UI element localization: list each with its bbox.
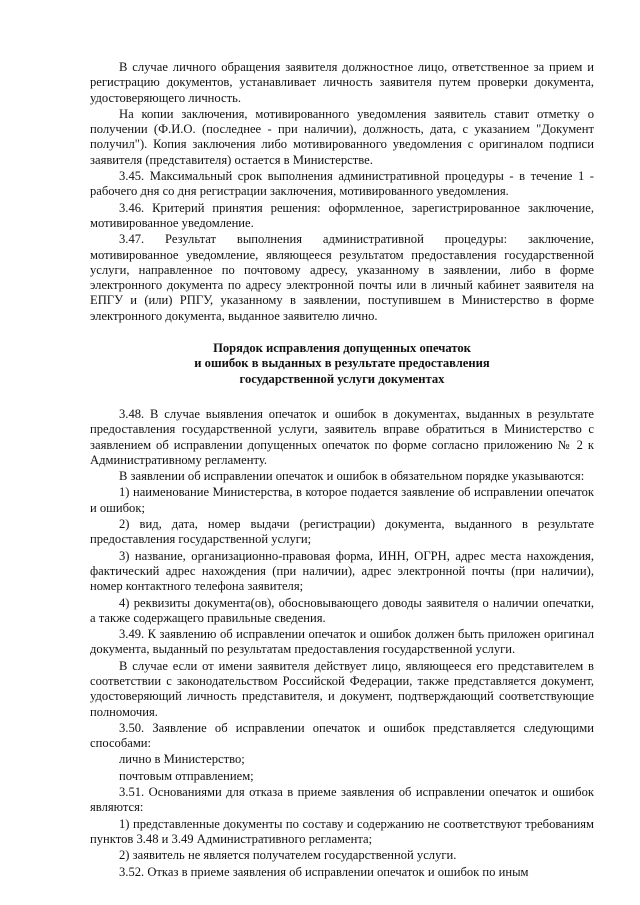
refusal-ground-1: 1) представленные документы по составу и содержанию не соответствуют требованиям пунктов 3.48 и 3.49 Административного регламента; (90, 816, 594, 846)
list-item-4: 4) реквизиты документа(ов), обосновывающего доводы заявителя о наличии опечатки, а также содержащего правильные сведения. (90, 595, 594, 625)
list-item-3: 3) название, организационно-правовая форма, ИНН, ОГРН, адрес места нахождения, фактический адрес нахождения (при наличии), адрес электронной почты (при наличии), номер контактного телефона заявителя; (90, 548, 594, 594)
paragraph-receipt-mark: На копии заключения, мотивированного уведомления заявитель ставит отметку о получении (Ф.И.О. (последнее - при наличии), должность, дата, с указанием "Документ получил"). Копия заключения либо мотивированного уведомления с оригиналом подписи заявителя (представителя) остается в Министерстве. (90, 106, 594, 167)
paragraph-identity-check: В случае личного обращения заявителя должностное лицо, ответственное за прием и регистрацию документов, устанавливает личность заявителя путем проверки документа, удостоверяющего личность. (90, 60, 594, 105)
paragraph-3-51: 3.51. Основаниями для отказа в приеме заявления об исправлении опечаток и ошибок являются: (90, 785, 594, 815)
section-heading-line-1: Порядок исправления допущенных опечаток (213, 341, 471, 356)
paragraph-3-45: 3.45. Максимальный срок выполнения административной процедуры - в течение 1 - рабочего дня со дня регистрации заключения, мотивированного уведомления. (90, 169, 594, 199)
refusal-ground-2: 2) заявитель не является получателем государственной услуги. (119, 848, 457, 863)
method-in-person: лично в Министерство; (119, 752, 245, 767)
paragraph-3-49: 3.49. К заявлению об исправлении опечаток и ошибок должен быть приложен оригинал документа, выданный по результатам предоставления государственной услуги. (90, 627, 594, 657)
method-by-mail: почтовым отправлением; (119, 768, 254, 783)
paragraph-3-52: 3.52. Отказ в приеме заявления об исправлении опечаток и ошибок по иным (119, 864, 529, 879)
list-item-1: 1) наименование Министерства, в которое подается заявление об исправлении опечаток и ошибок; (90, 485, 594, 515)
paragraph-3-50: 3.50. Заявление об исправлении опечаток и ошибок представляется следующими способами: (90, 720, 594, 751)
section-heading-line-3: государственной услуги документах (239, 371, 445, 386)
paragraph-required-items: В заявлении об исправлении опечаток и ошибок в обязательном порядке указываются: (119, 469, 585, 484)
section-heading (90, 341, 594, 387)
list-item-2: 2) вид, дата, номер выдачи (регистрации) документа, выданного в результате предоставления государственной услуги; (90, 517, 594, 547)
section-heading-line-2: и ошибок в выданных в результате предоставления (194, 356, 490, 371)
paragraph-3-47: 3.47. Результат выполнения административной процедуры: заключение, мотивированное уведомление, являющееся результатом предоставления государственной услуги, направленное по почтовому адресу, указанному в заявлении, либо в форме электронного документа по адресу электронной почты или в личный кабинет заявителя на ЕПГУ и (или) РПГУ, указанному в заявлении, поступившем в Министерство в форме электронного документа, выданное заявителю лично. (90, 232, 594, 323)
paragraph-representative: В случае если от имени заявителя действует лицо, являющееся его представителем в соответствии с законодательством Российской Федерации, также представляется документ, удостоверяющий личность представителя, и документ, подтверждающий соответствующие полномочия. (90, 658, 594, 719)
paragraph-3-46: 3.46. Критерий принятия решения: оформленное, зарегистрированное заключение, мотивированное уведомление. (90, 200, 594, 230)
paragraph-3-48: 3.48. В случае выявления опечаток и ошибок в документах, выданных в результате предоставления государственной услуги, заявитель вправе обратиться в Министерство с заявлением об исправлении допущенных опечаток по форме согласно приложению № 2 к Административному регламенту. (90, 406, 594, 467)
